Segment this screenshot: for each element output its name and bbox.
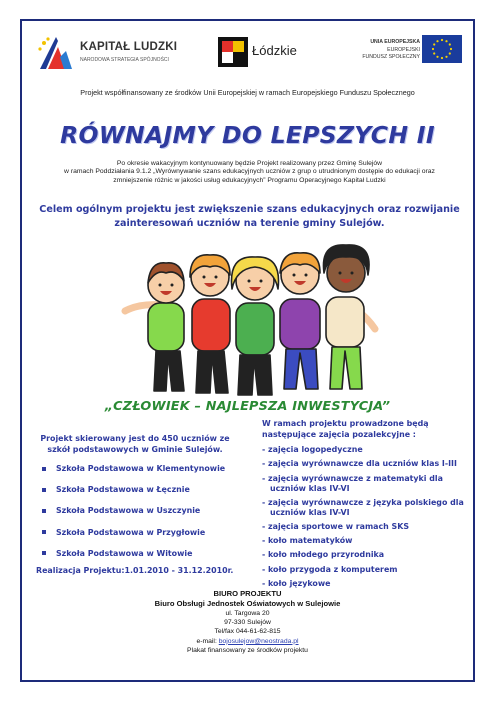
project-office-heading: BIURO PROJEKTU — [213, 589, 282, 598]
list-item: - koło przygoda z komputerem — [262, 564, 398, 574]
slogan: „CZŁOWIEK – NAJLEPSZA INWESTYCJA” — [104, 399, 391, 414]
funding-note: Plakat finansowany ze środków projektu — [187, 646, 308, 654]
footer — [22, 589, 473, 655]
list-item — [42, 507, 240, 516]
target-lead — [30, 433, 240, 455]
list-item: - koło młodego przyrodnika — [262, 550, 385, 560]
list-item: - koło matematyków — [262, 536, 353, 546]
street-address: ul. Targowa 20 — [225, 610, 270, 617]
kapital-ludzki-logo — [36, 33, 176, 73]
list-item: - zajęcia logopedyczne — [262, 445, 363, 455]
eu-label-line3: FUNDUSZ SPOŁECZNY — [362, 54, 420, 60]
bullet-icon — [42, 467, 46, 471]
phone-number: Tel/fax 044-61-62-815 — [214, 628, 281, 636]
target-section — [30, 433, 240, 575]
activities-section — [262, 419, 472, 593]
list-item — [42, 550, 240, 559]
eu-label-line2: EUROPEJSKI — [387, 46, 420, 53]
school-name: Szkoła Podstawowa w Uszczynie — [56, 506, 201, 516]
activities-lead — [262, 419, 472, 440]
intro-line-3: zmniejszenie różnic w jakości usług edukacyjnych” Programu Operacyjnego Kapitał Ludzki — [113, 176, 386, 184]
activities-lead-line-2: następujące zajęcia pozalekcyjne : — [262, 429, 416, 439]
activities-lead-line-1: W ramach projektu prowadzone będą — [262, 419, 429, 428]
project-aim — [32, 203, 467, 231]
intro-paragraph — [62, 160, 437, 185]
list-item: - zajęcia wyrównawcze z języka polskiego dla uczniów klas IV-VI — [262, 497, 464, 517]
target-lead-line-1: Projekt skierowany jest do 450 uczniów ze — [40, 434, 230, 443]
children-illustration — [120, 233, 380, 403]
bullet-icon — [42, 551, 46, 555]
email-label: e-mail: — [196, 637, 217, 645]
email-link[interactable]: bojosulejow@neostrada.pl — [218, 637, 299, 645]
logo-bar — [22, 21, 473, 83]
bullet-icon — [42, 530, 46, 534]
aim-line-1: Celem ogólnym projektu jest zwiększenie szans edukacyjnych oraz rozwijanie — [39, 204, 460, 215]
lodzkie-logo — [218, 37, 318, 73]
eu-flag-icon — [422, 35, 462, 63]
activity-list — [262, 445, 472, 589]
list-item — [42, 529, 240, 538]
list-item — [42, 465, 240, 474]
lodzkie-label: Łódzkie — [252, 43, 297, 58]
kapital-ludzki-emblem-icon — [36, 33, 76, 73]
list-item: - zajęcia wyrównawcze z matematyki dla uczniów klas IV-VI — [262, 473, 443, 493]
organization-name: Biuro Obsługi Jednostek Oświatowych w Sulejowie — [154, 599, 341, 608]
kapital-ludzki-subtitle: NARODOWA STRATEGIA SPÓJNOŚCI — [80, 57, 169, 63]
school-name: Szkoła Podstawowa w Przygłowie — [56, 527, 206, 537]
poster-frame — [20, 19, 475, 682]
city-address: 97-330 Sulejów — [224, 619, 271, 627]
kapital-ludzki-title: KAPITAŁ LUDZKI — [80, 41, 178, 53]
list-item — [42, 486, 240, 495]
school-name: Szkoła Podstawowa w Łęcznie — [56, 485, 190, 495]
lodzkie-emblem-icon — [218, 37, 248, 67]
school-name: Szkoła Podstawowa w Witowie — [56, 548, 193, 558]
aim-line-2: zainteresowań uczniów na terenie gminy Sulejów. — [114, 218, 385, 229]
eu-label — [362, 39, 420, 62]
intro-line-1: Po okresie wakacyjnym kontynuowany będzie Projekt realizowany przez Gminę Sulejów — [116, 160, 383, 167]
bullet-icon — [42, 509, 46, 513]
list-item: - koło językowe — [262, 578, 331, 588]
list-item: - zajęcia sportowe w ramach SKS — [262, 521, 410, 531]
target-lead-line-2: szkół podstawowych w Gminie Sulejów. — [47, 445, 223, 454]
intro-line-2: w ramach Poddziałania 9.1.2 „Wyrównywanie szans edukacyjnych uczniów z grup o utrudnionym dostępie do edukacji oraz — [64, 168, 435, 176]
bullet-icon — [42, 488, 46, 492]
list-item: - zajęcia wyrównawcze dla uczniów klas I-III — [262, 459, 457, 469]
eu-logo — [356, 35, 468, 73]
cofinancing-note: Projekt współfinansowany ze środków Unii Europejskiej w ramach Europejskiego Funduszu Społecznego — [80, 88, 415, 97]
school-name: Szkoła Podstawowa w Klementynowie — [56, 464, 226, 473]
school-list — [30, 465, 240, 558]
eu-label-line1: UNIA EUROPEJSKA — [370, 39, 420, 45]
realization-period: Realizacja Projektu:1.01.2010 - 31.12.2010r. — [36, 565, 234, 575]
email-line — [22, 637, 473, 646]
page-title: RÓWNAJMY DO LEPSZYCH II — [60, 121, 435, 149]
